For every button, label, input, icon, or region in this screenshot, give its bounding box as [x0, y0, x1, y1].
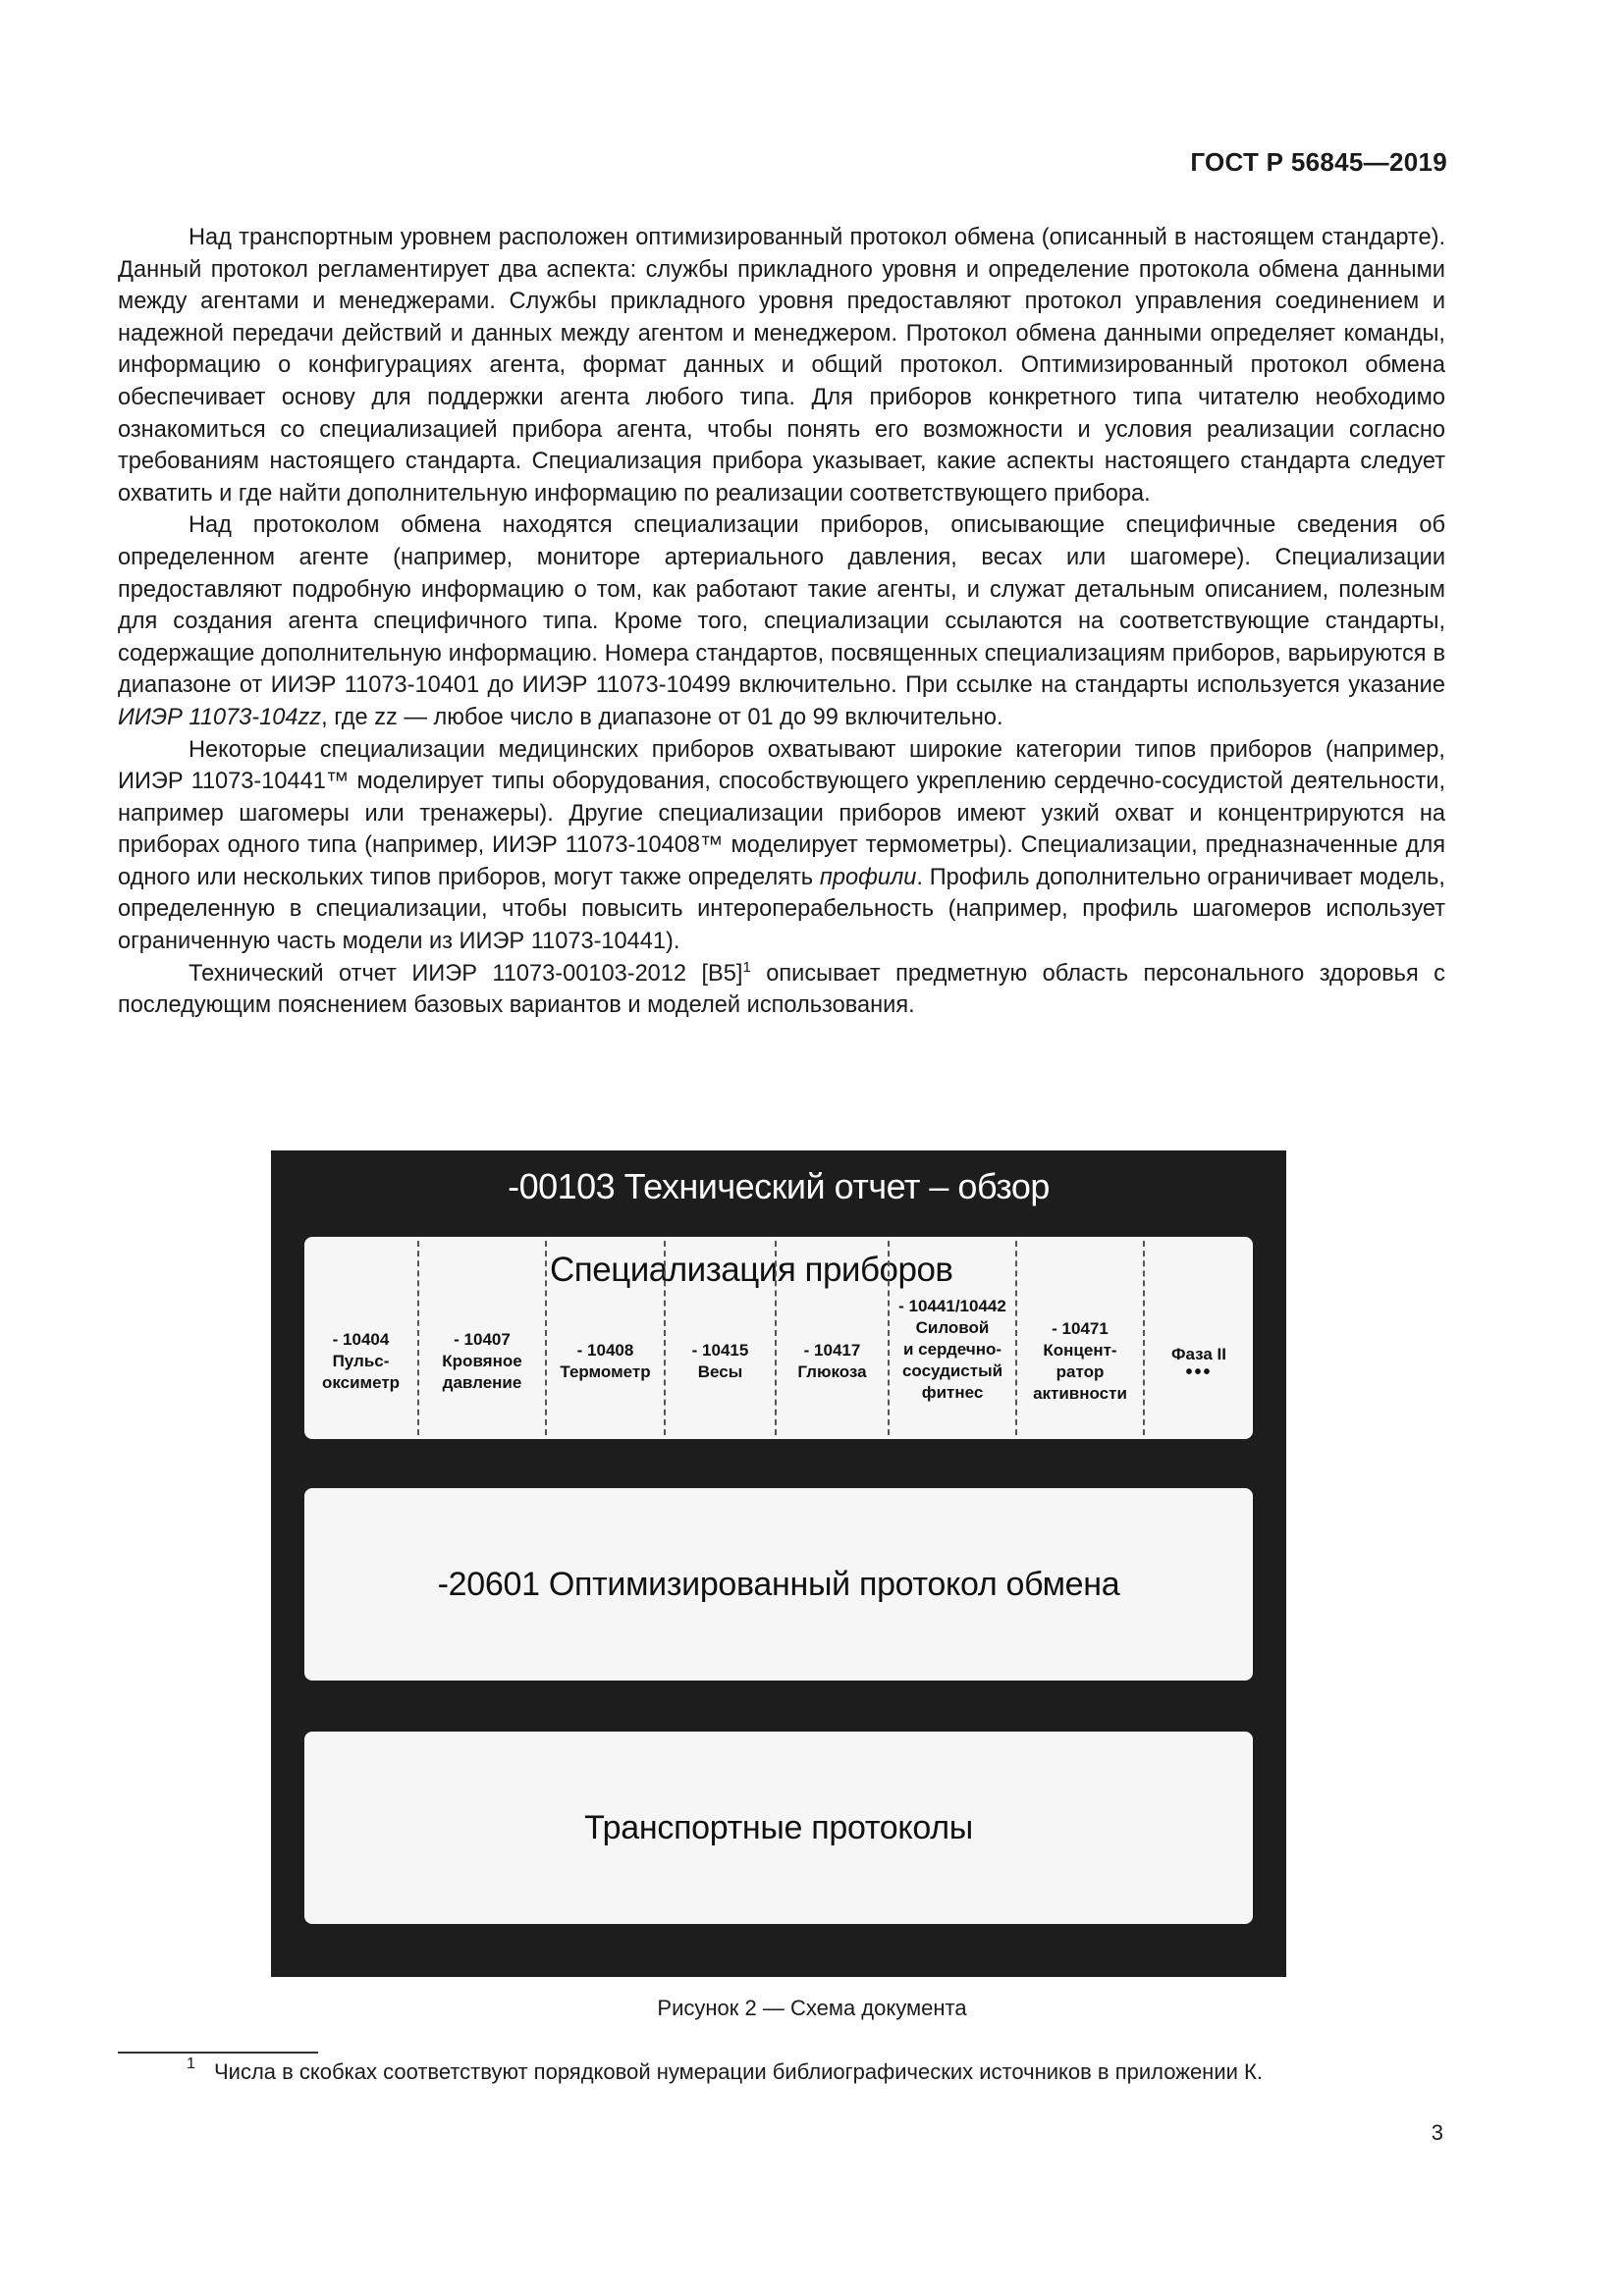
spec-cell-line: и сердечно- — [902, 1340, 1002, 1359]
spec-cell-thermometer — [547, 1237, 664, 1439]
spec-cell-line: Силовой — [915, 1318, 990, 1337]
spec-cell-line: активности — [1033, 1384, 1127, 1403]
ellipsis-icon: ••• — [1185, 1362, 1213, 1383]
paragraph-3 — [118, 734, 1445, 958]
paragraph-2-italic: ИИЭР 11073-104zz — [118, 704, 322, 730]
spec-cell-line: Концент- — [1043, 1341, 1117, 1360]
paragraph-2-end: , где zz — любое число в диапазоне от 01 до 99 включительно. — [321, 704, 1003, 730]
spec-cell-code: - 10417 — [803, 1341, 861, 1360]
spec-cell-blood-pressure — [419, 1237, 545, 1439]
spec-cell-line: ратор — [1056, 1362, 1105, 1381]
protocol-label: -20601 Оптимизированный протокол обмена — [437, 1565, 1120, 1603]
spec-cell-line: давление — [442, 1373, 522, 1392]
device-specialization-box — [304, 1237, 1253, 1439]
spec-cell-line: оксиметр — [321, 1373, 401, 1392]
footnote-rule — [118, 2052, 318, 2054]
footnote-mark: 1 — [187, 2056, 195, 2072]
document-code: ГОСТ Р 56845—2019 — [1190, 147, 1447, 177]
paragraph-4-text: Технический отчет ИИЭР 11073-00103-2012 [В5] — [189, 960, 743, 987]
specialization-title: Специализация приборов — [550, 1251, 953, 1289]
body-text — [118, 222, 1445, 1022]
spec-cell-code: - 10471 — [1052, 1319, 1109, 1338]
footnote-ref[interactable]: 1 — [742, 958, 751, 976]
optimized-exchange-protocol-box — [304, 1488, 1253, 1681]
paragraph-3-italic: профили — [819, 864, 917, 890]
spec-cell-activity-hub — [1017, 1237, 1143, 1439]
spec-cell-code: - 10408 — [576, 1341, 634, 1360]
spec-cell-code: - 10441/10442 — [898, 1297, 1006, 1315]
paragraph-3-end: . Профиль дополнительно ограничивает модель, определенную в специализации, чтобы повысить интероперабельность (например, профиль шагомеров использует ограниченную часть модели из ИИЭР 11073-10441). — [118, 864, 1445, 955]
spec-cell-line: сосудистый — [901, 1362, 1003, 1380]
figure-caption: Рисунок 2 — Схема документа — [657, 1996, 967, 2020]
paragraph-2 — [118, 509, 1445, 733]
paragraph-3-text: Некоторые специализации медицинских приборов охватывают широкие категории типов приборов (например, ИИЭР 11073-10441™ моделирует типы оборудования, способствующего укреплению сердечно-сосудистой деятельности, например шагомеры или тренажеры). Другие специализации приборов имеют узкий охват и концентрируются на приборах одного типа (например, ИИЭР 11073-10408™ моделирует термометры). Специализации, предназначенные для одного или нескольких типов приборов, могут также определять — [118, 736, 1445, 890]
spec-cell-code: Фаза II — [1170, 1345, 1227, 1363]
spec-cell-glucose — [777, 1237, 888, 1439]
spec-cell-line: Кровяное — [442, 1352, 522, 1370]
paragraph-2-text: Над протоколом обмена находятся специализации приборов, описывающие специфичные сведения об определенном агенте (например, мониторе артериального давления, весах или шагомере). Специализации предоставляют подробную информацию о том, как работают такие агенты, и служат детальным описанием, полезным для создания агента специфичного типа. Кроме того, специализации ссылаются на соответствующие стандарты, содержащие дополнительную информацию. Номера стандартов, посвященных специализациям приборов, варьируются в диапазоне от ИИЭР 11073-10401 до ИИЭР 11073-10499 включительно. При ссылке на стандарты используется указание — [118, 512, 1445, 699]
spec-cell-line: Глюкоза — [797, 1362, 867, 1381]
spec-cell-line: Весы — [697, 1362, 743, 1381]
document-scheme-figure — [271, 1150, 1286, 1977]
page-number: 3 — [1431, 2120, 1443, 2145]
spec-cell-code: - 10415 — [691, 1341, 749, 1360]
spec-cell-pulse-oximeter — [304, 1237, 417, 1439]
spec-cell-phase-two — [1145, 1237, 1253, 1439]
spec-cell-scales — [666, 1237, 775, 1439]
spec-cell-code: - 10407 — [454, 1330, 511, 1349]
paragraph-4 — [118, 958, 1445, 1022]
footnote-text: Числа в скобках соответствуют порядковой нумерации библиографических источников в приложении К. — [214, 2059, 1263, 2084]
figure-title: -00103 Технический отчет – обзор — [508, 1166, 1050, 1206]
spec-cell-fitness — [890, 1237, 1015, 1439]
spec-cell-line: Пульс- — [332, 1352, 390, 1370]
spec-cell-line: Термометр — [560, 1362, 651, 1381]
spec-cell-line: фитнес — [921, 1383, 984, 1402]
transport-protocols-box — [304, 1732, 1253, 1924]
transport-label: Транспортные протоколы — [584, 1808, 973, 1846]
paragraph-1: Над транспортным уровнем расположен оптимизированный протокол обмена (описанный в настоящем стандарте). Данный протокол регламентирует два аспекта: службы прикладного уровня и определение протокола обмена данными между агентами и менеджерами. Службы прикладного уровня предоставляют протокол управления соединением и надежной передачи действий и данных между агентом и менеджером. Протокол обмена данными определяет команды, информацию о конфигурациях агента, формат данных и общий протокол. Оптимизированный протокол обмена обеспечивает основу для поддержки агента любого типа. Для приборов конкретного типа читателю необходимо ознакомиться со специализацией прибора агента, чтобы понять его возможности и условия реализации согласно требованиям настоящего стандарта. Специализация прибора указывает, какие аспекты настоящего стандарта следует охватить и где найти дополнительную информацию по реализации соответствующего прибора. — [118, 225, 1445, 507]
spec-cell-code: - 10404 — [332, 1330, 390, 1349]
paragraph-4-end: описывает предметную область персонального здоровья с последующим пояснением базовых вариантов и моделей использования. — [118, 960, 1445, 1019]
